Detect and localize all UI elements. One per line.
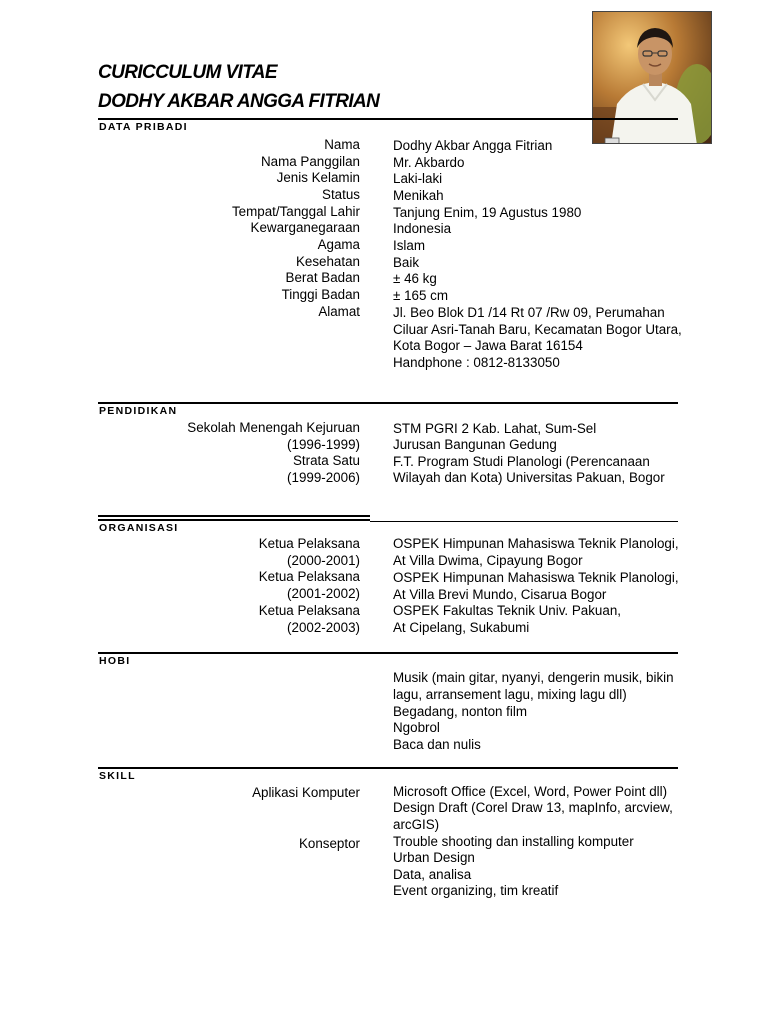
value-tempat-tanggal-lahir: Tanjung Enim, 19 Agustus 1980 (393, 205, 582, 220)
section-heading-skill: SKILL (99, 770, 136, 782)
value-skill-5: Data, analisa (393, 867, 472, 882)
value-skill-2-cont: arcGIS) (393, 817, 440, 832)
value-org-place-2: At Villa Brevi Mundo, Cisarua Bogor (393, 587, 607, 602)
label-aplikasi-komputer: Aplikasi Komputer (252, 785, 360, 800)
section-rule-data-pribadi (98, 118, 678, 120)
label-nama-panggilan: Nama Panggilan (260, 154, 360, 169)
section-rule-skill (98, 767, 678, 769)
label-org-role-3: Ketua Pelaksana (258, 603, 360, 618)
value-skill-4: Urban Design (393, 850, 475, 865)
section-rule-pendidikan (98, 402, 678, 404)
value-org-event-3: OSPEK Fakultas Teknik Univ. Pakuan, (393, 603, 621, 618)
profile-photo-icon (593, 12, 712, 144)
value-hobi-4: Baca dan nulis (393, 737, 481, 752)
cv-title: CURICCULUM VITAE (98, 62, 277, 83)
label-org-years-2: (2001-2002) (287, 586, 360, 601)
label-org-role-2: Ketua Pelaksana (258, 569, 360, 584)
label-smk: Sekolah Menengah Kejuruan (187, 420, 360, 435)
profile-photo (592, 11, 712, 144)
label-strata-satu: Strata Satu (293, 453, 360, 468)
label-agama: Agama (317, 237, 360, 252)
value-skill-1: Microsoft Office (Excel, Word, Power Point dll) (393, 784, 668, 799)
label-kewarganegaraan: Kewarganegaraan (250, 220, 360, 235)
value-handphone: Handphone : 0812-8133050 (393, 355, 560, 370)
label-strata-satu-years: (1999-2006) (287, 470, 360, 485)
value-hobi-2: Begadang, nonton film (393, 704, 528, 719)
value-nama: Dodhy Akbar Angga Fitrian (393, 138, 553, 153)
label-alamat: Alamat (318, 304, 360, 319)
label-berat-badan: Berat Badan (285, 270, 360, 285)
section-heading-organisasi: ORGANISASI (99, 522, 179, 534)
value-berat-badan: ± 46 kg (393, 271, 437, 286)
value-agama: Islam (393, 238, 425, 253)
value-smk-major: Jurusan Bangunan Gedung (393, 437, 557, 452)
value-skill-2: Design Draft (Corel Draw 13, mapInfo, arcview, (393, 800, 673, 815)
section-heading-pendidikan: PENDIDIKAN (99, 405, 178, 417)
value-status: Menikah (393, 188, 444, 203)
label-jenis-kelamin: Jenis Kelamin (276, 170, 360, 185)
label-org-years-1: (2000-2001) (287, 553, 360, 568)
value-org-place-1: At Villa Dwima, Cipayung Bogor (393, 553, 583, 568)
value-kewarganegaraan: Indonesia (393, 221, 452, 236)
label-tinggi-badan: Tinggi Badan (281, 287, 360, 302)
value-smk-school: STM PGRI 2 Kab. Lahat, Sum-Sel (393, 421, 597, 436)
value-hobi-1-cont: lagu, arransement lagu, mixing lagu dll) (393, 687, 627, 702)
label-org-years-3: (2002-2003) (287, 620, 360, 635)
value-skill-3: Trouble shooting dan installing komputer (393, 834, 634, 849)
value-university-line-1: F.T. Program Studi Planologi (Perencanaan (393, 454, 650, 469)
value-org-place-3: At Cipelang, Sukabumi (393, 620, 530, 635)
label-status: Status (322, 187, 360, 202)
value-kesehatan: Baik (393, 255, 420, 270)
section-heading-hobi: HOBI (99, 655, 131, 667)
value-university-line-2: Wilayah dan Kota) Universitas Pakuan, Bogor (393, 470, 665, 485)
value-org-event-1: OSPEK Himpunan Mahasiswa Teknik Planologi, (393, 536, 679, 551)
value-skill-6: Event organizing, tim kreatif (393, 883, 559, 898)
person-name-title: DODHY AKBAR ANGGA FITRIAN (98, 91, 380, 112)
section-rule-hobi (98, 652, 678, 654)
label-nama: Nama (324, 137, 360, 152)
label-tempat-tanggal-lahir: Tempat/Tanggal Lahir (231, 204, 360, 219)
label-org-role-1: Ketua Pelaksana (258, 536, 360, 551)
value-alamat-line-3: Kota Bogor – Jawa Barat 16154 (393, 338, 583, 353)
value-jenis-kelamin: Laki-laki (393, 171, 443, 186)
label-kesehatan: Kesehatan (295, 254, 360, 269)
section-heading-data-pribadi: DATA PRIBADI (99, 121, 188, 133)
value-alamat-line-2: Ciluar Asri-Tanah Baru, Kecamatan Bogor Utara, (393, 322, 682, 337)
value-tinggi-badan: ± 165 cm (393, 288, 448, 303)
value-nama-panggilan: Mr. Akbardo (393, 155, 465, 170)
label-smk-years: (1996-1999) (287, 437, 360, 452)
value-hobi-1: Musik (main gitar, nyanyi, dengerin musik, bikin (393, 670, 674, 685)
value-org-event-2: OSPEK Himpunan Mahasiswa Teknik Planologi, (393, 570, 679, 585)
section-rule-organisasi (370, 521, 678, 522)
section-rule-organisasi-thick-2 (98, 519, 370, 521)
label-konseptor: Konseptor (298, 836, 360, 851)
value-alamat-line-1: Jl. Beo Blok D1 /14 Rt 07 /Rw 09, Perumahan (393, 305, 665, 320)
section-rule-organisasi-thick-1 (98, 515, 370, 517)
value-hobi-3: Ngobrol (393, 720, 440, 735)
